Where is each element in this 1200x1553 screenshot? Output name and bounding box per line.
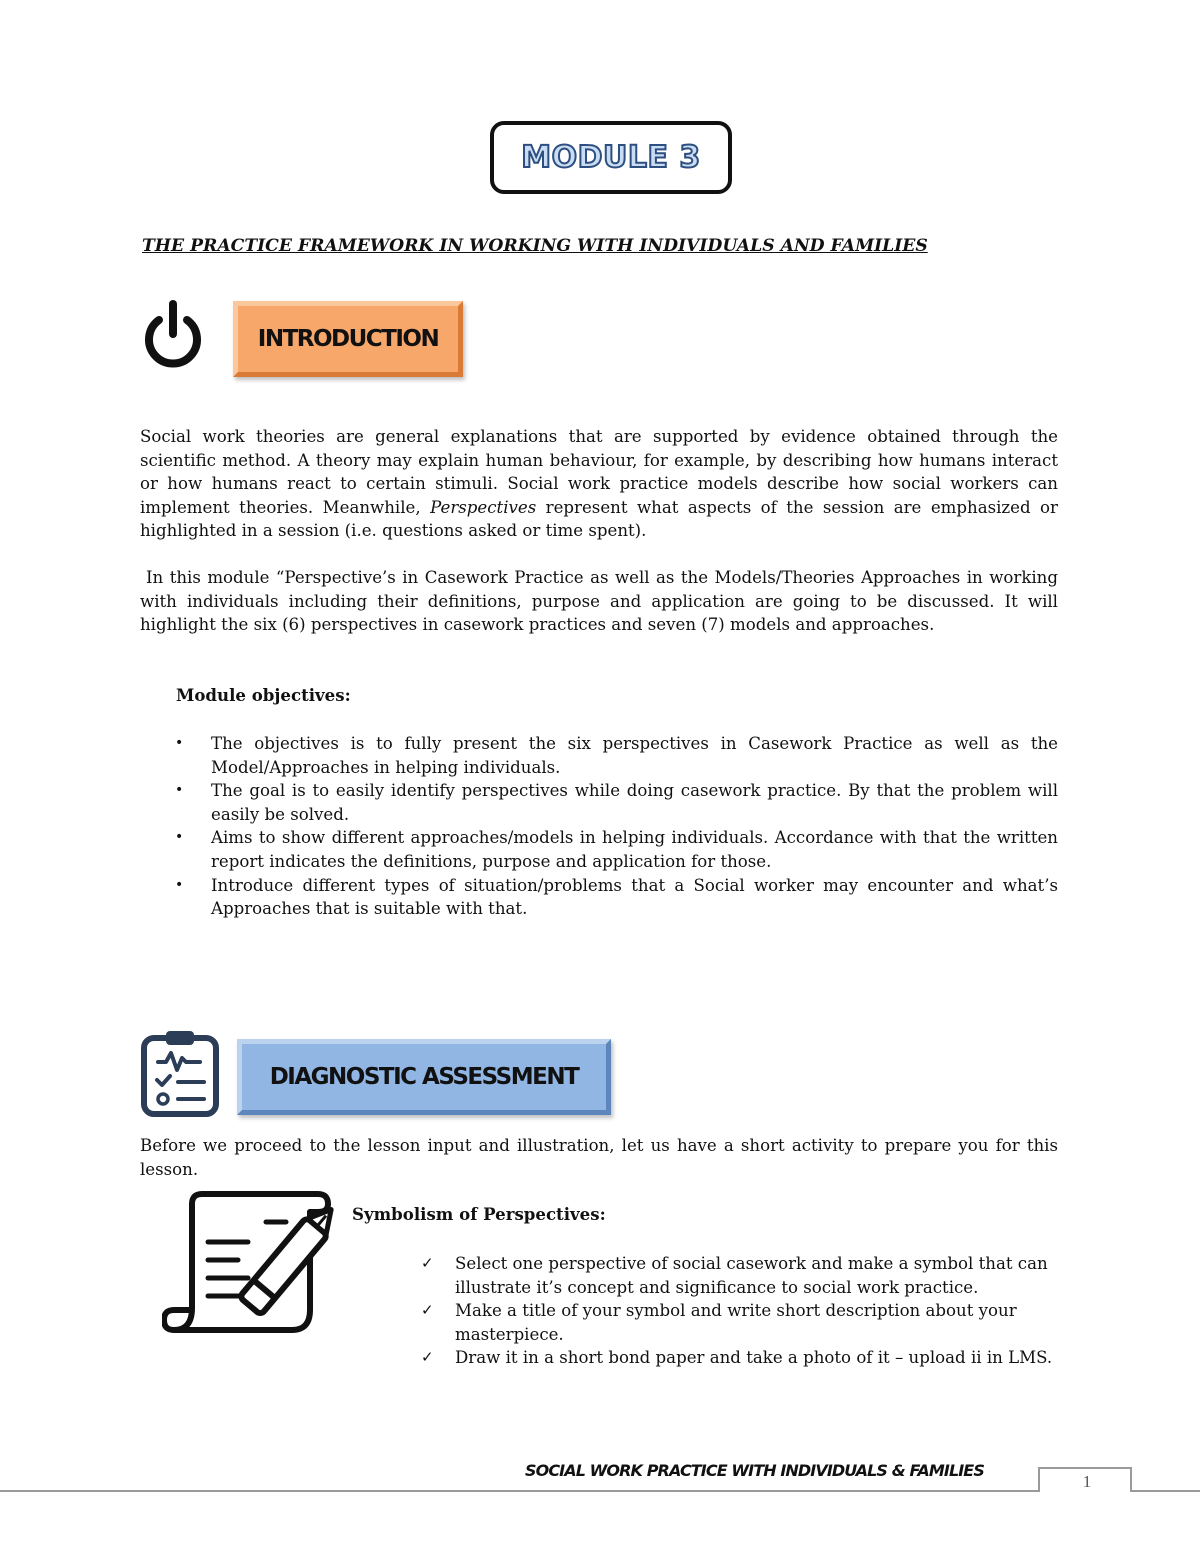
check-icon: ✓ (421, 1348, 434, 1367)
intro-paragraph-1-part-1: Social work theories are general explanations that are supported by evidence obtained through the scientific method. A theory may explain human behaviour, for example, by describing how humans interact or how humans react to certain stimuli. Social work practice models describe how social workers can implement theories. Meanwhile, (140, 427, 1058, 517)
activity-step-text: Draw it in a short bond paper and take a photo of it – upload ii in LMS. (455, 1348, 1053, 1368)
footer-course-title: SOCIAL WORK PRACTICE WITH INDIVIDUALS & FAMILIES (525, 1461, 984, 1480)
objectives-list (175, 732, 1058, 921)
page-number: 1 (1082, 1472, 1092, 1491)
objective-item (175, 732, 1058, 779)
main-title: THE PRACTICE FRAMEWORK IN WORKING WITH INDIVIDUALS AND FAMILIES (142, 236, 928, 256)
module-label: MODULE 3 (521, 140, 701, 175)
module-label-box (490, 121, 732, 194)
activity-step (421, 1299, 1058, 1346)
page-number-tab (1038, 1467, 1132, 1492)
check-icon: ✓ (421, 1254, 434, 1272)
clipboard-checklist-icon (140, 1028, 220, 1118)
introduction-banner (233, 301, 463, 377)
objectives-heading: Module objectives: (176, 685, 351, 705)
introduction-heading: INTRODUCTION (257, 326, 439, 352)
objective-text: Aims to show different approaches/models in helping individuals. Accordance with that the written report indicates the definitions, purpose and application for those. (211, 828, 1058, 871)
diagnostic-heading: DIAGNOSTIC ASSESSMENT (269, 1064, 579, 1090)
bullet-icon: • (175, 876, 184, 893)
objective-item (175, 826, 1058, 873)
intro-paragraph-1-part-2: represent what aspects of the session are emphasized or highlighted in a session (i.e. questions asked or time spent). (140, 497, 1058, 541)
objective-item (175, 874, 1058, 921)
activity-title: Symbolism of Perspectives: (352, 1204, 606, 1224)
bullet-icon: • (175, 735, 184, 751)
activity-step (421, 1346, 1058, 1370)
bullet-icon: • (175, 829, 184, 846)
bullet-icon: • (175, 782, 184, 799)
check-icon: ✓ (421, 1301, 434, 1320)
footer-divider (0, 1490, 1200, 1492)
scroll-pen-icon (162, 1188, 334, 1338)
activity-step (421, 1252, 1058, 1299)
objective-text: Introduce different types of situation/problems that a Social worker may encounter and what’s Approaches that is suitable with that. (211, 875, 1058, 919)
activity-step-text: Select one perspective of social casework and make a symbol that can illustrate it’s concept and significance to social work practice. (455, 1254, 1048, 1297)
intro-paragraph-1 (140, 425, 1058, 543)
power-icon (140, 298, 206, 370)
activity-steps-list (421, 1252, 1058, 1370)
objective-text: The objectives is to fully present the six perspectives in Casework Practice as well as the Model/Approaches in helping individuals. (211, 734, 1058, 777)
diagnostic-banner (237, 1039, 611, 1115)
intro-paragraph-2: In this module “Perspective’s in Casework Practice as well as the Models/Theories Approaches in working with individuals including their definitions, purpose and application are going to be discussed. It will highlight the six (6) perspectives in casework practices and seven (7) models and approaches. (140, 568, 1058, 635)
perspectives-emphasis: Perspectives (430, 497, 537, 517)
objective-text: The goal is to easily identify perspectives while doing casework practice. By that the problem will easily be solved. (211, 781, 1058, 824)
activity-step-text: Make a title of your symbol and write short description about your masterpiece. (455, 1301, 1017, 1344)
objective-item (175, 779, 1058, 826)
diagnostic-intro: Before we proceed to the lesson input and illustration, let us have a short activity to prepare you for this lesson. (140, 1136, 1058, 1179)
